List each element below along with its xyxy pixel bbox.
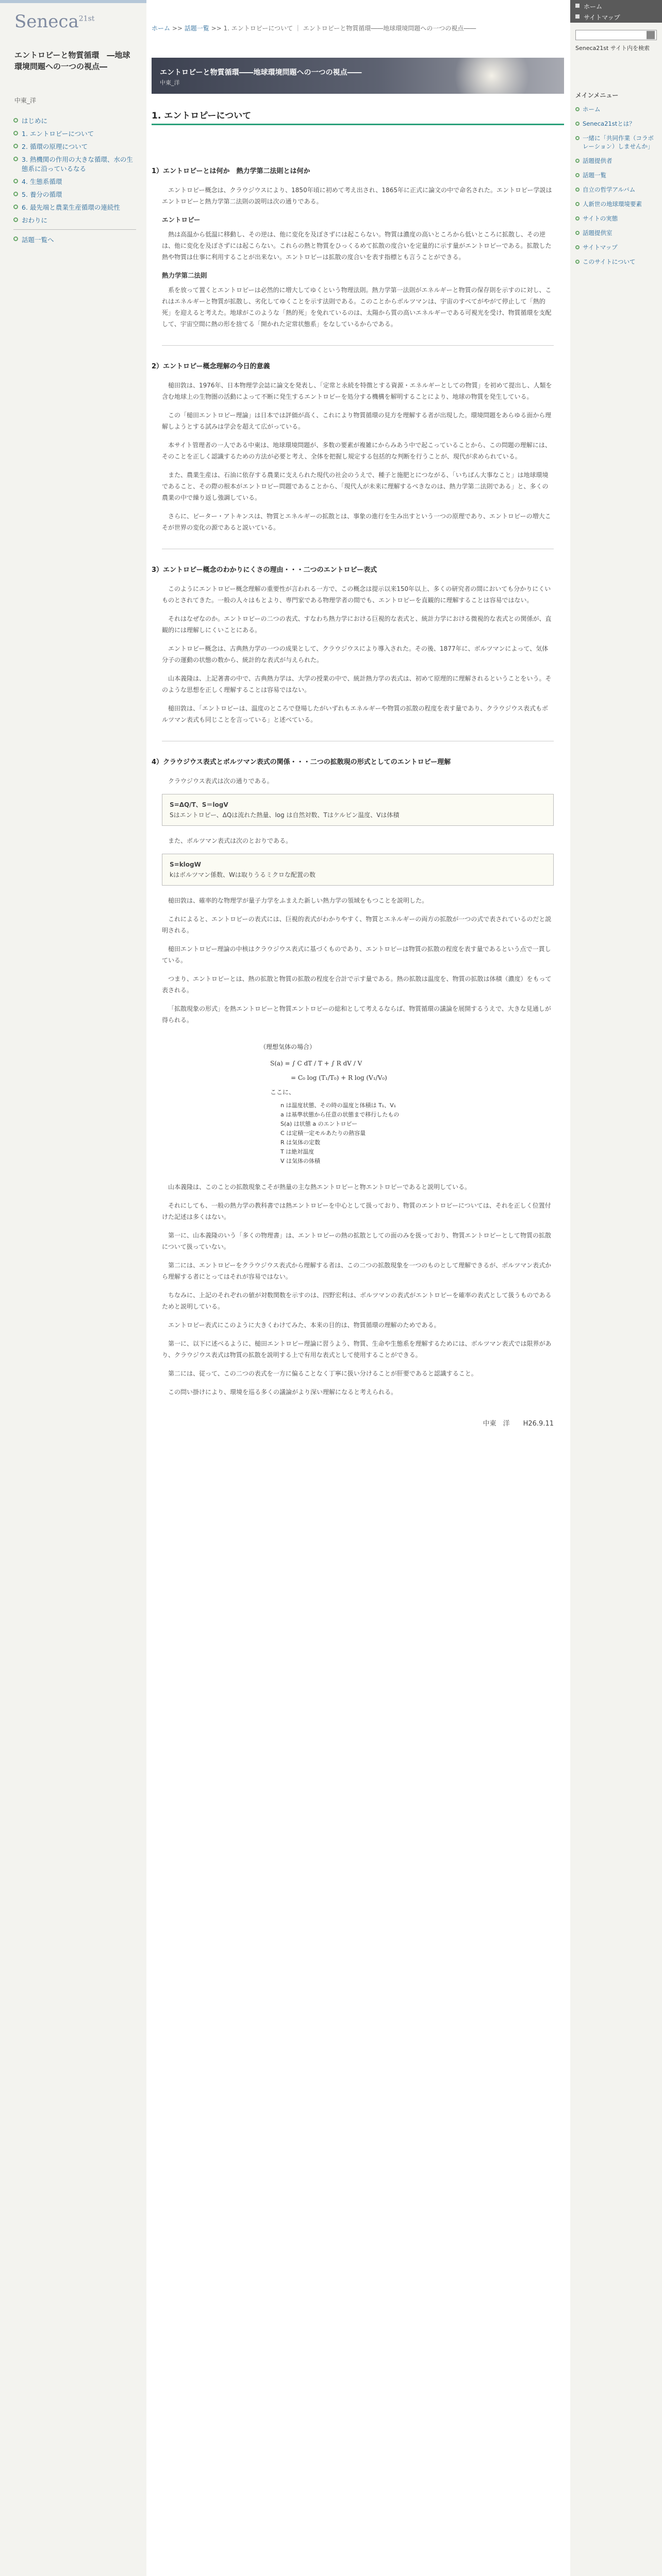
title-underline [152,124,564,125]
breadcrumb-list[interactable]: 話題一覧 [184,25,209,32]
bullet-icon [575,202,580,206]
paragraph: 熱は高温から低温に移動し、その逆は、他に変化を及ぼさずには起こらない。物質は濃度の高いところから低いところに拡散し、その逆は、他に変化を及ぼさずには起こらない。これらの熱と物質をひっくるめて拡散の度合いを定量的に示す量がエントロピーである。拡散した熱や物質は仕事に利用することが出来ない。エントロピーは拡散の度合いを表す指標とも言うことができる。 [162,231,552,261]
topic-title: エントロピーと物質循環 ―地球環境問題への一つの視点― [14,50,130,71]
toc-item[interactable]: 2. 循環の原理について [13,142,136,151]
paragraph: また、農業生産は、石油に依存する農業に支えられた現代の社会のうえで、種子と施肥とにつながる、「いちばん大事なこと」は地球環境であること、その際の根本がエントロピー問題であることから、「現代人が未来に理解するべきなのは、熱力学第二法則である」と、多くの農業の中で繰り返し強調している。 [162,471,549,501]
bullet-icon [13,131,18,135]
menu-item[interactable]: 話題提供室 [575,229,658,237]
menu-item[interactable]: 話題一覧 [575,171,658,179]
bullet-icon [575,107,580,111]
paragraph: この「槌田エントロピー理論」は日本では評価が高く、これにより物質循環の見方を理解する者が出現した。環境問題をあらゆる面から理解しようとする試みは学会を超えて広がっている。 [162,412,552,430]
formula-legend-item: a は基準状態から任意の状態まで移行したもの [280,1111,400,1118]
signature: 中東 洋 H26.9.11 [483,1420,554,1428]
toc-item[interactable]: 6. 最先端と農業生産循環の連続性 [13,203,136,212]
divider [162,345,554,346]
paragraph: 山本義隆は、このことの拡散現象こそが熱量の主な熱エントロピーと物エントロピーであると説明している。 [168,1183,471,1191]
menu-item[interactable]: このサイトについて [575,258,658,266]
bullet-icon [575,245,580,249]
bullet-icon [13,179,18,183]
top-nav [570,0,662,23]
topic-author: 中東_洋 [14,97,37,104]
menu-item[interactable]: 人新世の地球環境要素 [575,200,658,208]
paragraph: つまり、エントロピーとは、熱の拡散と物質の拡散の程度を合計で示す量である。熱の拡散は温度を、物質の拡散は体積（濃度）をもって表される。 [162,975,552,994]
paragraph: 槌田敦は、「エントロピーは、温度のところで登場したがいずれもエネルギーや物質の拡散の程度を表す量であり、クラウジウス表式もボルツマン表式も同じことを言っている」と述べている。 [162,705,549,723]
paragraph: 系を放って置くとエントロピーは必然的に増大してゆくという物理法則。熱力学第一法則がエネルギーと物質の保存則を示すのに対し、これはエネルギーと物質が拡散し、劣化してゆくことを示す法則である。このことからボルツマンは、宇宙のすべてがやがて停止して「熱的死」を迎えると考えた。地球がこのような「熱的死」を免れているのは、太陽から質の高いエネルギーである可視光を受け、物質循環を支配して、宇宙空間に熱の形を捨てる「開かれた定常状態系」をなしているからである。 [162,286,552,328]
toc-item[interactable]: 3. 熱機関の作用の大きな循環、水の生態系に沿っているなる [13,155,136,174]
section-heading: 4）クラウジウス表式とボルツマン表式の関係・・・二つの拡散現の形式としてのエントロピー理解 [152,758,451,766]
top-accent-line [0,0,146,3]
paragraph: これによると、エントロピーの表式には、巨視的表式がわかりやすく、物質とエネルギーの両方の拡散が一つの式で表されているのだと説明される。 [162,916,552,934]
formula-caption: （理想気体の場合） [260,1043,316,1050]
bullet-icon [13,192,18,196]
nav-home[interactable]: ホーム [570,0,662,11]
menu-item[interactable]: 自立の哲学アルバム [575,185,658,194]
paragraph: このようにエントロピー概念理解の重要性が言われる一方で、この概念は提示以来150年以上、多くの研究者の間においても分かりにくいものとされてきた。一般の人々はもとより、専門家である物理学者の間でも、エントロピーを直観的に理解することは容易ではない。 [162,585,551,604]
divider [13,229,136,230]
bullet-icon [575,173,580,177]
search-button[interactable] [647,31,655,39]
formula-legend-item: S(a) は状態 a のエントロピー [280,1121,358,1127]
formula-line: = C₀ log (T₁/T₀) + R log (V₁/V₀) [291,1074,387,1081]
paragraph: 第二には、エントロピーをクラウジウス表式から理解する者は、この二つの拡散現象を一つのものとして理解できるが、ボルツマン表式から理解する者にとってはそれが容易ではない。 [162,1262,552,1280]
paragraph: エントロピー表式にこのように大きくわけてみた、本来の目的は、物質循環の理解のためである。 [168,1321,440,1329]
paragraph: クラウジウス表式は次の通りである。 [168,777,273,785]
menu-item[interactable]: 一緒に「共同作業（コラボレーション）しませんか」 [575,134,658,150]
left-sidebar [0,0,146,2576]
formula-legend-item: V は気体の体積 [280,1158,321,1164]
menu-item[interactable]: サイトの実態 [575,214,658,223]
toc-item[interactable]: 4. 生態系循環 [13,177,136,187]
paragraph: さらに、ピーター・アトキンスは、物質とエネルギーの拡散とは、事象の進行を生み出すという一つの原理であり、エントロピーの増大こそが世界の変化の源であると説いている。 [162,513,551,531]
toc-item[interactable]: おわりに [13,216,136,225]
bullet-icon [13,144,18,148]
bullet-icon [575,260,580,264]
breadcrumb-current: >> 1. エントロピーについて ｜ エントロピーと物質循環――地球環境問題への一つの視点―― [211,25,476,32]
article-body [152,152,554,1430]
menu-item[interactable]: 話題提供者 [575,157,658,165]
paragraph: エントロピー概念は、古典熱力学の一つの成果として、クラウジウスにより導入された。その後、1877年に、ボルツマンによって、気体分子の運動の状態の数から、統計的な表式が与えられた。 [162,645,549,664]
paragraph: ちなみに、上記のそれぞれの値が対数関数を示すのは、四野宏利は、ボルツマンの表式がエントロピーを確率の表式として扱うものであるためと説明している。 [162,1292,552,1310]
entropy-formula [260,1041,487,1166]
paragraph: 第一に、山本義隆のいう「多くの物理書」は、エントロピーの熱の拡散としての面のみを扱っており、物質エントロピーとして物質の拡散について扱っていない。 [162,1232,552,1250]
menu-item[interactable]: ホーム [575,105,658,113]
bullet-icon [13,236,18,241]
formula-desc: Sはエントロピー、ΔQは流れた熱量、log は自然対数、Tはケルビン温度、Vは体積 [170,811,400,819]
paragraph: 本サイト管理者の一人である中東は、地球環境問題が、多数の要素が複雑にからみあう中で起こっていることから、この問題の理解には、そのことを正しく認識するための方法が必要と考え、全体を把握し規定する包括的な判断を行うことが、現代が求められている。 [162,442,551,460]
paragraph: この問い掛けにより、環境を巡る多くの議論がより深い理解になると考えられる。 [168,1388,398,1396]
home-icon [575,4,580,8]
bullet-icon [575,216,580,221]
paragraph: それにしても、一般の熱力学の教科書では熱エントロピーを中心として扱っており、物質のエントロピーについては、それを正しく位置付けた記述は多くはない。 [162,1202,551,1221]
toc-item[interactable]: 5. 養分の循環 [13,190,136,199]
main-menu [575,105,658,272]
topic-banner [152,58,564,94]
bullet-icon [575,159,580,163]
formula-box [162,794,554,826]
formula-line: S(a) = ∫ C dT / T + ∫ R dV / V [270,1060,362,1067]
main-content [146,0,570,2576]
formula-title: S=ΔQ/T、S＝logV [170,801,228,808]
bullet-icon [575,122,580,126]
paragraph: それはなぜなのか。エントロピーの二つの表式、すなわち熱力学における巨視的な表式と、統計力学における微視的な表式との関係が、直観的には理解しにくいことにある。 [162,615,552,634]
subheading: 熱力学第二法則 [162,272,207,279]
paragraph: 第一に、以下に述べるように、槌田エントロピー理論に習うよう、物質、生命や生態系を理解するためには、ボルツマン表式では限界があり、クラウジウス表式は物質の拡散を説明する上で有用な表式として使用することができる。 [162,1340,552,1359]
bullet-icon [13,205,18,209]
bullet-icon [13,118,18,123]
paragraph: 山本義隆は、上記著書の中で、古典熱力学は、大学の授業の中で、統計熱力学の表式は、初めて原理的に理解されるということをいう。そのような思想を正しく理解することは容易ではない。 [162,675,552,693]
sitemap-icon [575,14,580,19]
menu-item[interactable]: サイトマップ [575,243,658,251]
paragraph: 槌田敦は、1976年、日本物理学会誌に論文を発表し、「定常と永続を特徴とする資源・エネルギーとしての物質」を初めて提出し、人類を含む地球上の生物圏の活動によって不断に発生するエントロピーを処分する機構を解明することにより、地球の物質を発生している。 [162,382,552,400]
formula-legend-item: T は絶対温度 [280,1148,315,1155]
formula-legend-item: R は気体の定数 [280,1139,321,1146]
table-of-contents [13,116,136,244]
section-heading: 2）エントロピー概念理解の今日的意義 [152,363,270,370]
paragraph: 第二には、従って、この二つの表式を一方に偏ることなく丁寧に扱い分けることが肝要であると認識すること。 [168,1370,477,1377]
bullet-icon [575,231,580,235]
paragraph: 「拡散現象の形式」を熱エントロピーと物質エントロピーの総和として考えるならば、物質循環の議論を展開するうえで、大きな見通しが得られる。 [162,1005,551,1024]
menu-title: メインメニュー [575,92,619,99]
site-logo[interactable]: Seneca$^{21st}$ [14,11,95,32]
search-label: Seneca21st サイト内を検索 [575,45,650,52]
toc-item[interactable]: 1. エントロピーについて [13,129,136,139]
banner-light [451,58,533,94]
formula-desc: kはボルツマン係数、Wは取りうるミクロな配置の数 [170,871,316,878]
back-to-list-link[interactable]: 話題一覧へ [13,235,136,244]
right-sidebar [570,0,662,2576]
section-heading: 1）エントロピーとは何か 熱力学第二法則とは何か [152,167,310,175]
breadcrumb-home[interactable]: ホーム [152,25,171,32]
section-heading: 3）エントロピー概念のわかりにくさの理由・・・二つのエントロピー表式 [152,566,377,574]
bullet-icon [13,217,18,222]
page-title: 1. エントロピーについて [152,111,252,121]
bullet-icon [575,188,580,192]
formula-where: ここに、 [270,1089,295,1096]
formula-box [162,854,554,886]
search-input[interactable] [575,30,657,40]
breadcrumb: ホーム >> 話題一覧 >> 1. エントロピーについて ｜ エントロピーと物質循環――地球環境問題への一つの視点―― [152,25,476,32]
formula-legend-item: n は温度状態、その時の温度と体積は T₁、V₁ [280,1102,396,1109]
bullet-icon [575,136,580,140]
toc-item[interactable]: はじめに [13,116,136,126]
menu-item[interactable]: Seneca21stとは？ [575,120,658,128]
banner-title: エントロピーと物質循環――地球環境問題への一つの視点―― [160,69,362,77]
banner-author: 中東_洋 [160,79,180,86]
nav-sitemap[interactable]: サイトマップ [570,11,662,22]
paragraph: 槌田敦は、確率的な物理学が量子力学をふまえた新しい熱力学の領域をもつことを説明した。 [168,897,428,904]
subheading: エントロピー [162,216,201,224]
paragraph: エントロピー概念は、クラウジウスにより、1850年頃に初めて考え出され、1865年に正式に論文の中で命名された。エントロピー学説はエントロピーと熱力学第二法則の説明は次の通りである。 [162,187,552,205]
paragraph: また、ボルツマン表式は次のとおりである。 [168,837,292,844]
formula-title: S=klogW [170,861,201,868]
formula-legend-item: C は定積一定モルあたりの熱容量 [280,1130,366,1137]
paragraph: 槌田エントロピー理論の中核はクラウジウス表式に基づくものであり、エントロピーは物質の拡散の程度を表す量であるという点で一貫している。 [162,945,551,964]
bullet-icon [13,157,18,161]
